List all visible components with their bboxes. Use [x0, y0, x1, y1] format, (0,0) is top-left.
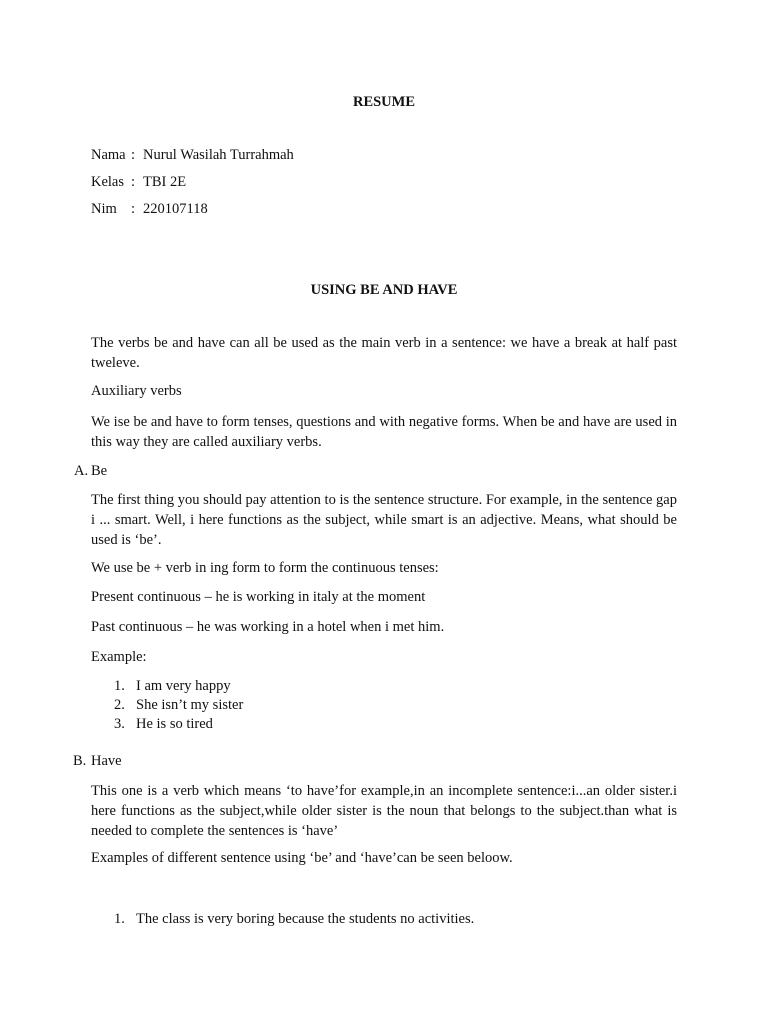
section-b-heading: Have	[91, 753, 122, 769]
identity-value: TBI 2E	[143, 174, 187, 190]
identity-value: Nurul Wasilah Turrahmah	[143, 147, 294, 163]
intro-paragraph: The verbs be and have can all be used as the main verb in a sentence: we have a break at half past tweleve.	[91, 335, 677, 371]
section-a-present-continuous: Present continuous – he is working in italy at the moment	[91, 589, 426, 605]
list-number: 3.	[114, 716, 125, 732]
auxiliary-heading: Auxiliary verbs	[91, 383, 182, 399]
auxiliary-paragraph: We ise be and have to form tenses, questions and with negative forms. When be and have are used in this way they are called auxiliary verbs.	[91, 414, 677, 450]
section-a-marker: A.	[74, 463, 89, 479]
identity-value: 220107118	[143, 201, 208, 217]
identity-separator: :	[131, 201, 136, 217]
list-text: The class is very boring because the students no activities.	[136, 911, 475, 927]
section-a-continuous-rule: We use be + verb in ing form to form the continuous tenses:	[91, 560, 439, 576]
list-text: He is so tired	[136, 716, 213, 732]
identity-label: Nama	[91, 147, 126, 163]
section-b-paragraph-have: This one is a verb which means ‘to have’for example,in an incomplete sentence:i...an older sister.i here functions as the subject,while older sister is the noun that belongs to the subject.than what is needed to complete the sentences is ‘have’	[91, 783, 677, 839]
list-number: 2.	[114, 697, 125, 713]
identity-separator: :	[131, 174, 136, 190]
list-number: 1.	[114, 678, 125, 694]
section-a-past-continuous: Past continuous – he was working in a hotel when i met him.	[91, 619, 445, 635]
identity-label: Kelas	[91, 174, 125, 190]
list-text: She isn’t my sister	[136, 697, 244, 713]
identity-separator: :	[131, 147, 136, 163]
section-a-paragraph-structure: The first thing you should pay attention to is the sentence structure. For example, in the sentence gap i ... smart. Well, i here functions as the subject, while smart is an adjective. Means, what should be used is ‘be’.	[91, 492, 677, 548]
identity-label: Nim	[91, 201, 117, 217]
section-b-examples-intro: Examples of different sentence using ‘be’ and ‘have’can be seen beloow.	[91, 850, 513, 866]
section-a-heading: Be	[91, 463, 108, 479]
list-number: 1.	[114, 911, 125, 927]
document-title: RESUME	[352, 94, 416, 110]
section-a-example-label: Example:	[91, 649, 147, 665]
section-subtitle: USING BE AND HAVE	[310, 282, 458, 298]
section-b-marker: B.	[73, 753, 87, 769]
list-text: I am very happy	[136, 678, 231, 694]
